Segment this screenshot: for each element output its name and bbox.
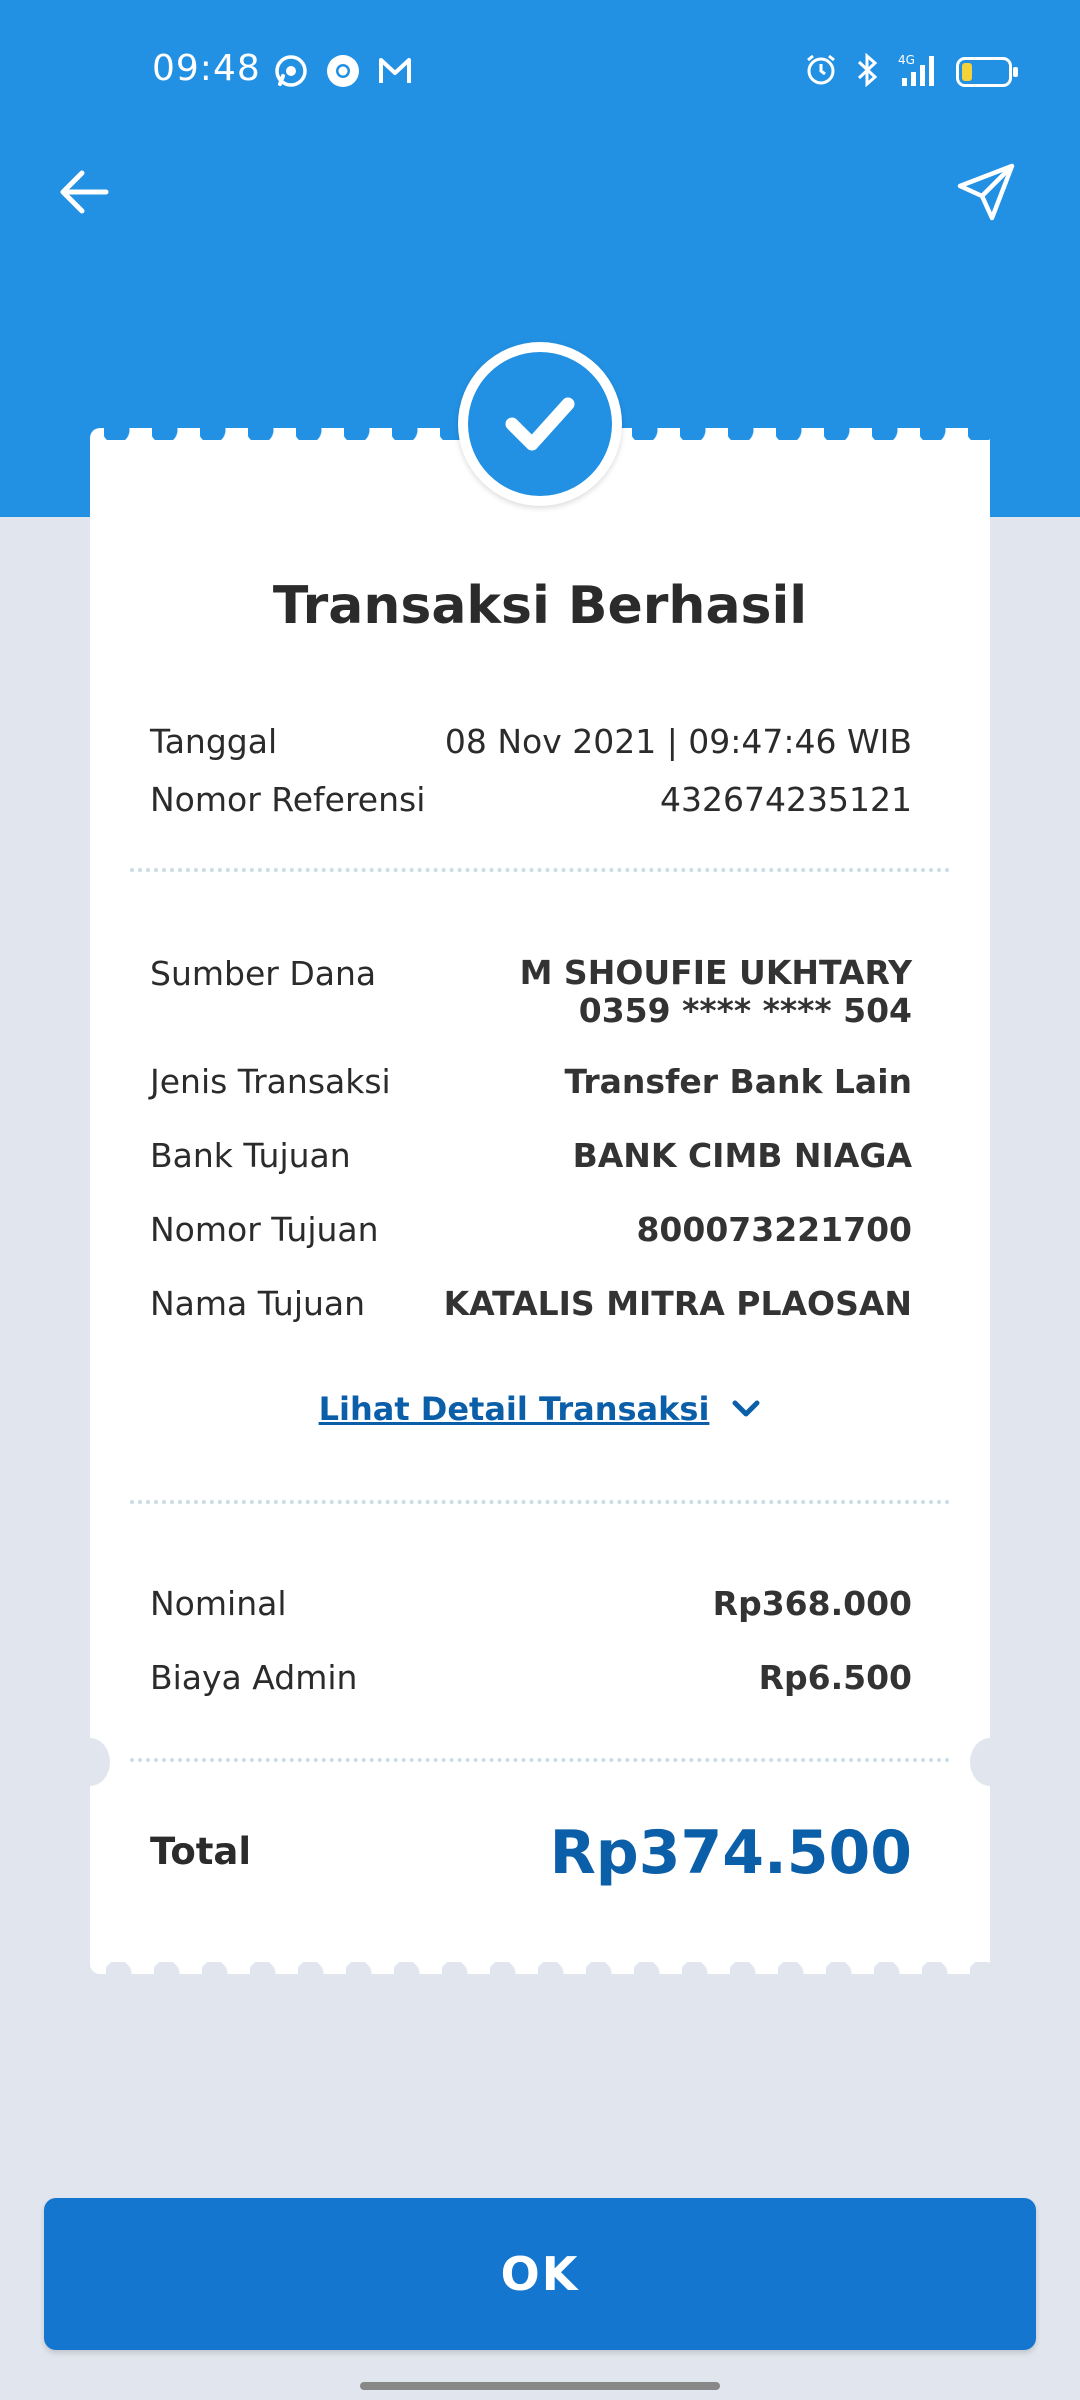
svg-text:4G: 4G	[898, 53, 915, 67]
detail-label: Nama Tujuan	[150, 1284, 366, 1323]
back-button[interactable]	[52, 160, 116, 224]
date-label: Tanggal	[150, 722, 278, 761]
detail-label: Bank Tujuan	[150, 1136, 351, 1175]
receipt-notch-right	[970, 1738, 1010, 1786]
amount-label: Nominal	[150, 1584, 287, 1623]
detail-value: Transfer Bank Lain	[564, 1062, 912, 1101]
bluetooth-icon	[856, 53, 880, 91]
detail-value: KATALIS MITRA PLAOSAN	[443, 1284, 912, 1323]
amount-row	[150, 1658, 912, 1697]
amount-label: Biaya Admin	[150, 1658, 358, 1697]
success-badge	[458, 342, 622, 506]
receipt-notch-left	[70, 1738, 110, 1786]
source-row	[150, 954, 912, 1030]
gmail-icon	[376, 52, 414, 90]
signal-4g-icon	[898, 52, 938, 92]
detail-label: Nomor Tujuan	[150, 1210, 379, 1249]
amount-value: Rp368.000	[712, 1584, 912, 1623]
detail-row	[150, 1136, 912, 1175]
detail-value: BANK CIMB NIAGA	[572, 1136, 912, 1175]
detail-link-label: Lihat Detail Transaksi	[318, 1390, 710, 1428]
status-time: 09:48	[152, 48, 261, 89]
reference-label: Nomor Referensi	[150, 780, 426, 819]
alarm-icon	[804, 53, 838, 91]
total-divider	[130, 1758, 950, 1762]
receipt-card	[90, 428, 990, 1974]
status-bar	[0, 0, 1080, 140]
detail-row	[150, 1062, 912, 1101]
total-value: Rp374.500	[549, 1818, 912, 1888]
chevron-down-icon	[731, 1398, 761, 1420]
source-name: M SHOUFIE UKHTARY	[519, 953, 912, 992]
date-row	[150, 722, 912, 761]
source-label: Sumber Dana	[150, 954, 377, 993]
amount-row	[150, 1584, 912, 1623]
detail-row	[150, 1210, 912, 1249]
receipt-scallop-bottom	[90, 1962, 990, 1986]
detail-label: Jenis Transaksi	[150, 1062, 391, 1101]
chrome-icon	[324, 52, 362, 90]
date-value: 08 Nov 2021 | 09:47:46 WIB	[444, 722, 912, 761]
arrow-left-icon	[52, 160, 116, 224]
divider	[130, 868, 950, 872]
reference-value: 432674235121	[660, 780, 912, 819]
detail-value: 800073221700	[636, 1210, 912, 1249]
source-account: 0359 **** **** 504	[578, 991, 912, 1030]
whatsapp-icon	[272, 52, 310, 90]
system-icons	[804, 52, 1012, 92]
share-button[interactable]	[954, 160, 1018, 224]
checkmark-icon	[502, 386, 578, 462]
battery-icon	[956, 57, 1012, 87]
source-value	[520, 954, 912, 1030]
ok-button[interactable]: OK	[44, 2198, 1036, 2350]
amount-value: Rp6.500	[758, 1658, 912, 1697]
home-indicator[interactable]	[360, 2382, 720, 2390]
divider	[130, 1500, 950, 1504]
view-transaction-detail-link[interactable]	[90, 1390, 990, 1428]
page-title: Transaksi Berhasil	[272, 576, 808, 636]
detail-row	[150, 1284, 912, 1323]
reference-row	[150, 780, 912, 819]
send-icon	[954, 160, 1018, 224]
total-label: Total	[150, 1830, 252, 1873]
notification-icons	[272, 52, 414, 90]
